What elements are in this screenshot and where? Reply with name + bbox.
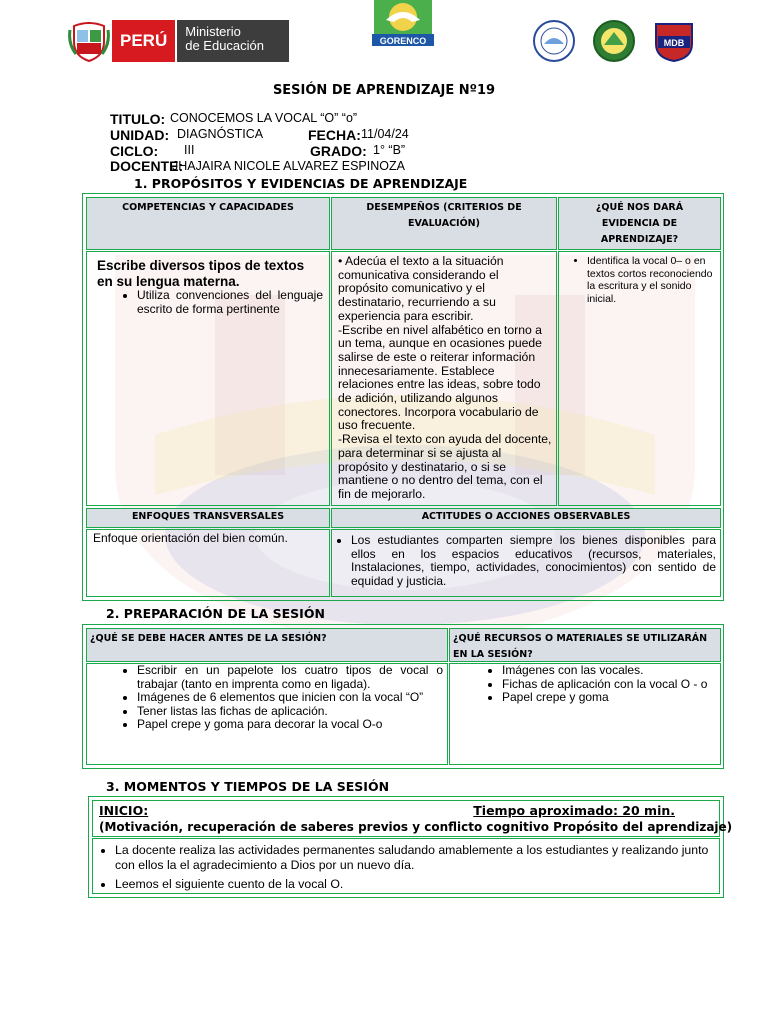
inicio-list bbox=[93, 843, 709, 892]
unidad-value: DIAGNÓSTICA bbox=[177, 127, 264, 141]
ministry-line1: Ministerio bbox=[185, 24, 241, 39]
fecha-value: 11/04/24 bbox=[361, 127, 409, 141]
evidencia-cell bbox=[558, 251, 721, 506]
section2-title: 2. PREPARACIÓN DE LA SESIÓN bbox=[106, 606, 325, 621]
grado-value: 1° “B” bbox=[373, 143, 406, 157]
competencias-cell bbox=[86, 251, 330, 506]
document-title: SESIÓN DE APRENDIZAJE Nº19 bbox=[272, 83, 496, 98]
list-item: • La docente realiza las actividades permanentes saludando amablemente a los estudiantes y realizando junto con ellos la el agradecimiento a Dios por un nuevo día. bbox=[115, 843, 709, 872]
school-seal-icon bbox=[532, 20, 576, 62]
inicio-header bbox=[92, 800, 733, 837]
antes-list bbox=[87, 664, 447, 732]
seals-group bbox=[532, 20, 696, 62]
actitudes-cell bbox=[331, 529, 721, 597]
list-item: • Los estudiantes comparten siempre los bienes disponibles para ellos en los espacios educativos (recursos, materiales, Instalaciones, tiempo, actividades, conocimientos) con sentido de equidad y justicia. bbox=[351, 534, 716, 588]
ciclo-label: CICLO: bbox=[110, 143, 159, 159]
header-desempenos: DESEMPEÑOS (CRITERIOS DE EVALUACIÓN) bbox=[331, 197, 557, 250]
list-item: • Papel crepe y goma para decorar la vocal O-o bbox=[137, 718, 443, 732]
preparation-table bbox=[82, 624, 724, 769]
inicio-body bbox=[92, 838, 720, 894]
gorenco-logo bbox=[372, 0, 434, 46]
peru-label: PERÚ bbox=[112, 20, 175, 62]
gorenco-text: GORENCO bbox=[379, 36, 427, 46]
docente-label: DOCENTE: bbox=[110, 158, 184, 174]
evidencia-list bbox=[559, 255, 716, 305]
list-item: • Tener listas las fichas de aplicación. bbox=[137, 705, 443, 719]
section3-title: 3. MOMENTOS Y TIEMPOS DE LA SESIÓN bbox=[106, 779, 390, 794]
header-evidencia: ¿QUÉ NOS DARÁ EVIDENCIA DE APRENDIZAJE? bbox=[558, 197, 721, 250]
tiempo-label: Tiempo aproximado: 20 min. bbox=[473, 803, 675, 818]
list-item: • Fichas de aplicación con la vocal O - o bbox=[502, 678, 712, 692]
fecha-label: FECHA: bbox=[308, 127, 361, 143]
list-item: • Papel crepe y goma bbox=[502, 691, 712, 705]
header-actitudes: ACTITUDES O ACCIONES OBSERVABLES bbox=[331, 508, 721, 528]
inicio-subtitle: (Motivación, recuperación de saberes previos y conflicto cognitivo Propósito del aprendizaje) bbox=[99, 820, 733, 834]
enfoque-cell: Enfoque orientación del bien común. bbox=[86, 529, 330, 597]
header-recursos: ¿QUÉ RECURSOS O MATERIALES SE UTILIZARÁN EN LA SESIÓN? bbox=[449, 628, 721, 662]
section1-title: 1. PROPÓSITOS Y EVIDENCIAS DE APRENDIZAJE bbox=[134, 176, 468, 191]
ministry-label bbox=[177, 20, 289, 62]
docente-value: JHAJAIRA NICOLE ALVAREZ ESPINOZA bbox=[172, 159, 405, 173]
unidad-label: UNIDAD: bbox=[110, 127, 170, 143]
moments-table bbox=[88, 796, 733, 898]
mdb-logo bbox=[652, 20, 696, 62]
capacidades-list bbox=[97, 289, 323, 316]
mdb-text: MDB bbox=[663, 38, 685, 48]
desempenos-cell: • Adecúa el texto a la situación comunicativa considerando el propósito comunicativo y el destinatario, recurriendo a su experiencia para escribir. -Escribe en nivel alfabético en torno a un tema, aunque en ocasiones puede salirse de este o reiterar información innecesariamente. Establece relaciones entre las ideas, sobre todo de adición, utilizando algunos conectores. Incorpora vocabulario de uso frecuente. -Revisa el texto con ayuda del docente, para determinar si se ajusta al propósito y destinatario, o si se mantiene o no dentro del tema, con el fin de mejorarlo. bbox=[331, 251, 557, 506]
grado-label: GRADO: bbox=[310, 143, 367, 159]
list-item: • Escribir en un papelote los cuatro tipos de vocal o trabajar (tanto en imprenta como en ligada). bbox=[137, 664, 443, 691]
antes-cell bbox=[86, 663, 448, 765]
header-competencias: COMPETENCIAS Y CAPACIDADES bbox=[86, 197, 330, 250]
ciclo-value: III bbox=[184, 143, 195, 157]
ministry-line2: de Educación bbox=[185, 38, 265, 53]
inicio-row bbox=[99, 803, 713, 819]
inicio-label: INICIO: bbox=[99, 803, 149, 818]
header-antes: ¿QUÉ SE DEBE HACER ANTES DE LA SESIÓN? bbox=[86, 628, 448, 662]
header-enfoques: ENFOQUES TRANSVERSALES bbox=[86, 508, 330, 528]
minedu-logo bbox=[68, 20, 289, 62]
recursos-cell bbox=[449, 663, 721, 765]
list-item: • Identifica la vocal 0– o en textos cortos reconociendo la escritura y el sonido inicial. bbox=[587, 255, 716, 305]
list-item: • Leemos el siguiente cuento de la vocal O. bbox=[115, 877, 709, 892]
titulo-value: CONOCEMOS LA VOCAL “O” “o” bbox=[170, 111, 358, 125]
competencia-title: Escribe diversos tipos de textos en su lengua materna. bbox=[97, 258, 305, 289]
list-item: • Utiliza convenciones del lenguaje escrito de forma pertinente bbox=[137, 289, 323, 316]
recursos-list bbox=[450, 664, 720, 705]
purposes-table bbox=[82, 193, 724, 601]
peru-shield-icon bbox=[68, 20, 110, 62]
list-item: • Imágenes de 6 elementos que inicien con la vocal “O” bbox=[137, 691, 443, 705]
actitudes-list bbox=[332, 534, 716, 588]
district-seal-icon bbox=[592, 20, 636, 62]
list-item: • Imágenes con las vocales. bbox=[502, 664, 712, 678]
titulo-label: TITULO: bbox=[110, 111, 166, 127]
